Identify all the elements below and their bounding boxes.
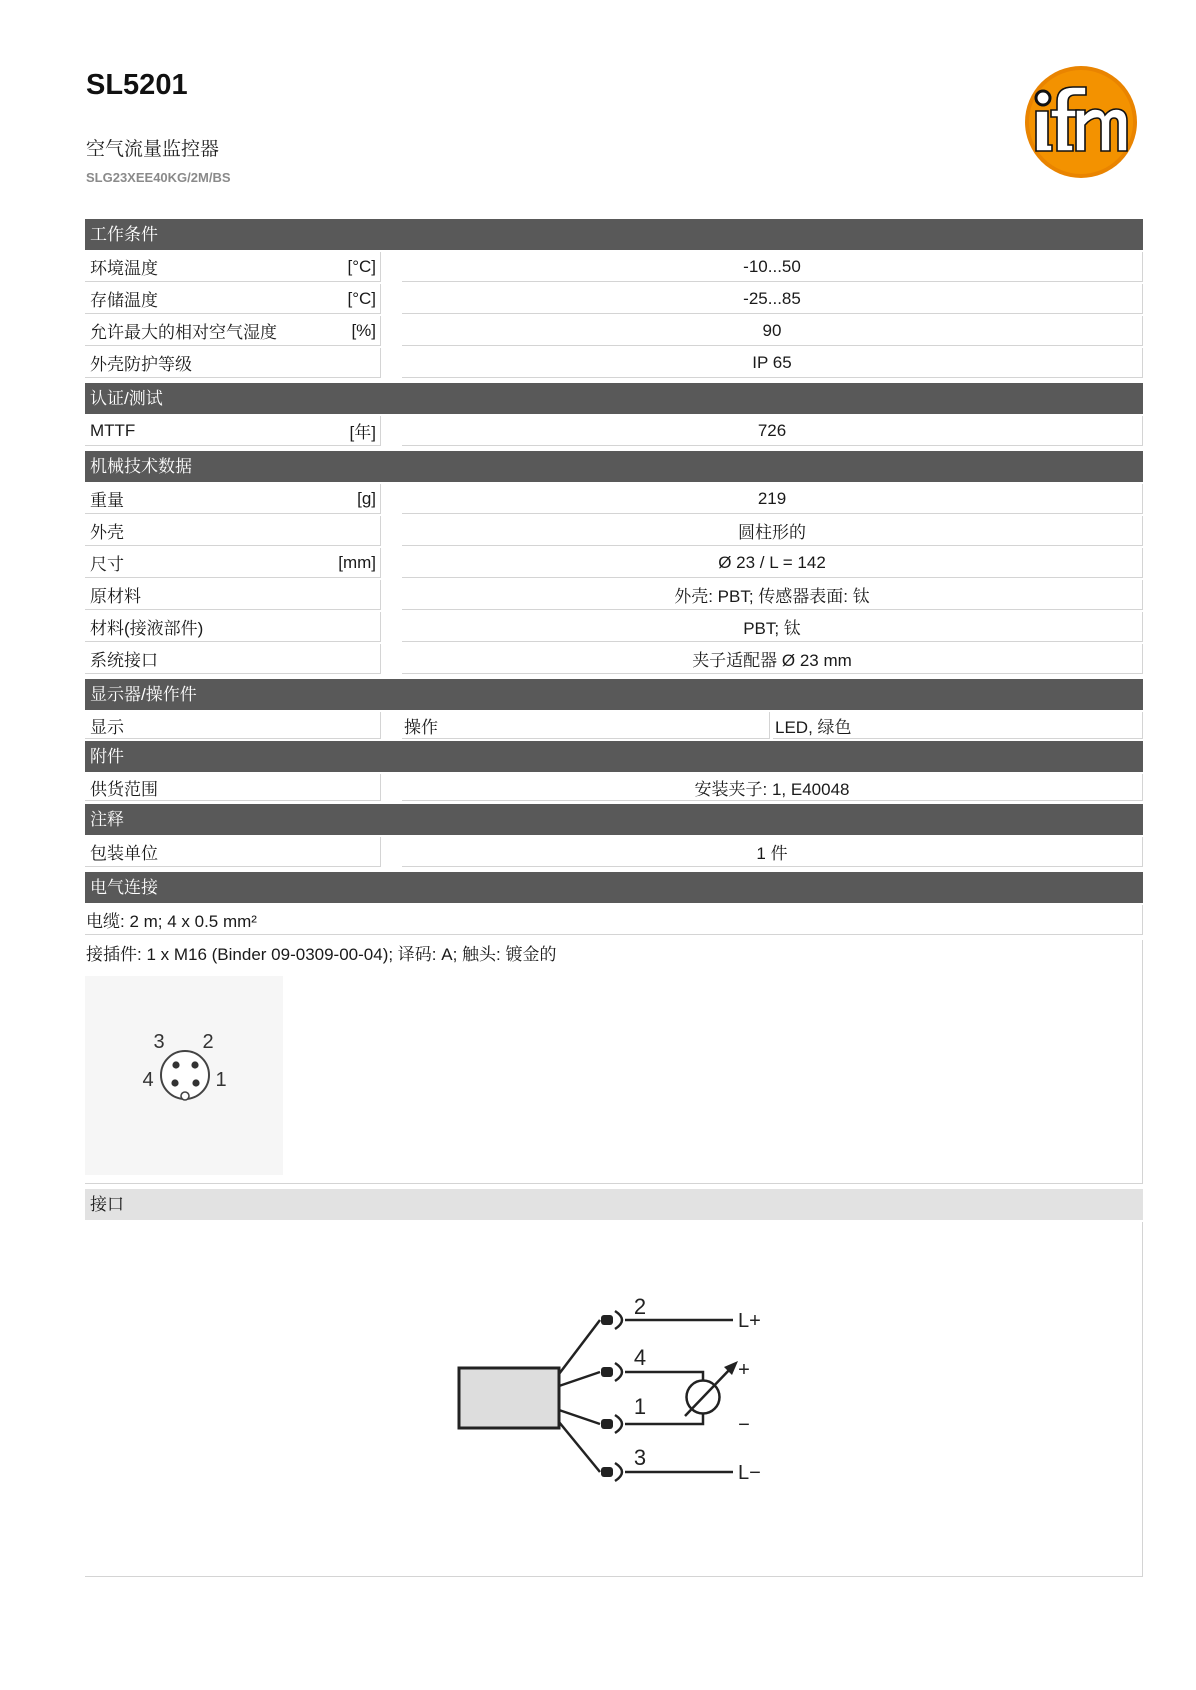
- pin: [601, 1367, 613, 1377]
- spec-value: 安装夹子: 1, E40048: [402, 774, 1143, 801]
- spec-value: IP 65: [402, 348, 1143, 378]
- spec-label-cell: [85, 252, 381, 282]
- spec-label-cell: [85, 516, 381, 546]
- spec-value: 726: [402, 416, 1143, 446]
- spec-label: 外壳防护等级: [90, 355, 192, 374]
- lead: [625, 1372, 703, 1380]
- pin-label: 4: [142, 1069, 154, 1091]
- spec-row-cable: [85, 905, 1143, 935]
- spec-table: [85, 219, 1143, 1577]
- spec-value: 夹子适配器 Ø 23 mm: [402, 644, 1143, 674]
- wire: [559, 1422, 600, 1472]
- connector-spec: 接插件: 1 x M16 (Binder 09-0309-00-04); 译码: A; 触头: 镀金的: [86, 945, 557, 964]
- spec-label-cell: [85, 548, 381, 578]
- spec-row-storage-temperature: [85, 284, 1143, 314]
- spec-label: MTTF: [90, 420, 136, 440]
- spec-unit: [%]: [351, 320, 376, 340]
- wire-number: 3: [633, 1445, 647, 1470]
- pin-dot: [172, 1061, 179, 1068]
- spec-label: 尺寸: [90, 555, 124, 574]
- spec-row-process-connection: [85, 644, 1143, 674]
- spec-label: 包装单位: [90, 844, 158, 863]
- meter-plus-label: +: [738, 1359, 750, 1381]
- wire-number: 4: [633, 1345, 647, 1370]
- spec-unit: [g]: [357, 488, 376, 508]
- wire-number: 1: [633, 1394, 647, 1419]
- section-header-mechanical-data: 机械技术数据: [85, 451, 1143, 482]
- spec-label: 供货范围: [90, 779, 158, 799]
- supply-negative-label: L−: [738, 1462, 761, 1484]
- product-title: SL5201: [86, 69, 188, 101]
- wiring-diagram-icon: [85, 1222, 1143, 1577]
- spec-label: 原材料: [90, 587, 141, 606]
- spec-row-scope-of-supply: [85, 774, 1143, 801]
- wiring-diagram: [85, 1222, 1143, 1577]
- section-header-remarks: 注释: [85, 804, 1143, 835]
- wire-number: 2: [633, 1294, 647, 1319]
- spec-label-cell: [85, 580, 381, 610]
- spec-value: 90: [402, 316, 1143, 346]
- spec-label: 重量: [90, 491, 124, 510]
- spec-label-cell: [85, 284, 381, 314]
- spec-row-max-relative-humidity: [85, 316, 1143, 346]
- spec-value: 1 件: [402, 837, 1143, 867]
- section-header-electrical-connection: 电气连接: [85, 872, 1143, 903]
- wire: [559, 1320, 600, 1374]
- spec-value: 圆柱形的: [402, 516, 1143, 546]
- spec-value: LED, 绿色: [773, 712, 1143, 739]
- connector-pinout-image: [85, 976, 283, 1175]
- spec-value: PBT; 钛: [402, 612, 1143, 642]
- spec-label-cell: [85, 316, 381, 346]
- spec-row-protection-rating: [85, 348, 1143, 378]
- spec-row-wetted-materials: [85, 612, 1143, 642]
- supply-positive-label: L+: [738, 1310, 761, 1332]
- product-subtitle: 空气流量监控器: [86, 139, 220, 160]
- pin-label: 2: [202, 1031, 214, 1053]
- spec-unit: [mm]: [338, 552, 376, 572]
- spec-label-cell: [85, 712, 381, 739]
- pin: [601, 1419, 613, 1429]
- spec-unit: [°C]: [347, 288, 376, 308]
- ifm-logo-icon: [1024, 65, 1138, 179]
- spec-label-cell: [85, 612, 381, 642]
- spec-row-housing: [85, 516, 1143, 546]
- cable-spec: 电缆: 2 m; 4 x 0.5 mm²: [85, 905, 1143, 935]
- spec-label: 材料(接液部件): [90, 619, 204, 638]
- spec-label: 显示: [90, 717, 124, 737]
- spec-label-cell: [85, 837, 381, 867]
- spec-value: -10...50: [402, 252, 1143, 282]
- pin-dot: [192, 1079, 199, 1086]
- spec-label: 外壳: [90, 523, 124, 542]
- spec-label-cell: [85, 416, 381, 446]
- spec-row-display: [85, 712, 1143, 739]
- connector-pinout-icon: [85, 976, 283, 1175]
- coding-notch: [181, 1092, 189, 1100]
- spec-value: 219: [402, 484, 1143, 514]
- spec-row-weight: [85, 484, 1143, 514]
- section-header-wiring: 接口: [85, 1189, 1143, 1220]
- spec-row-mttf: [85, 416, 1143, 446]
- section-header-approvals-tests: 认证/测试: [85, 383, 1143, 414]
- pin: [601, 1315, 613, 1325]
- article-code: SLG23XEE40KG/2M/BS: [86, 170, 231, 185]
- spec-value: -25...85: [402, 284, 1143, 314]
- section-header-accessories: 附件: [85, 741, 1143, 772]
- spec-label: 存储温度: [90, 291, 158, 310]
- spec-label: 系统接口: [90, 651, 158, 670]
- spec-row-ambient-temperature: [85, 252, 1143, 282]
- spec-label: 允许最大的相对空气湿度: [90, 323, 277, 342]
- spec-row-connector: [85, 940, 1143, 1184]
- spec-label-cell: [85, 644, 381, 674]
- wire: [559, 1410, 600, 1424]
- pin-label: 1: [215, 1069, 227, 1091]
- spec-operation-label: 操作: [402, 712, 770, 739]
- spec-row-materials: [85, 580, 1143, 610]
- spec-label-cell: [85, 774, 381, 801]
- section-header-operating-conditions: 工作条件: [85, 219, 1143, 250]
- spec-row-packaging-unit: [85, 837, 1143, 867]
- spec-label-cell: [85, 484, 381, 514]
- socket: [615, 1415, 622, 1433]
- pin-label: 3: [153, 1031, 165, 1053]
- pin-dot: [171, 1079, 178, 1086]
- spec-unit: [°C]: [347, 256, 376, 276]
- sensor-body: [459, 1368, 559, 1428]
- spec-unit: [年]: [349, 423, 376, 442]
- spec-label-cell: [85, 348, 381, 378]
- spec-value: 外壳: PBT; 传感器表面: 钛: [402, 580, 1143, 610]
- wire: [559, 1372, 600, 1386]
- spec-row-dimensions: [85, 548, 1143, 578]
- spec-label: 环境温度: [90, 259, 158, 278]
- socket: [615, 1463, 622, 1481]
- section-header-displays-operating-elements: 显示器/操作件: [85, 679, 1143, 710]
- socket: [615, 1363, 622, 1381]
- spec-value: Ø 23 / L = 142: [402, 548, 1143, 578]
- meter-minus-label: −: [738, 1414, 750, 1436]
- pin: [601, 1467, 613, 1477]
- socket: [615, 1311, 622, 1329]
- pin-dot: [191, 1061, 198, 1068]
